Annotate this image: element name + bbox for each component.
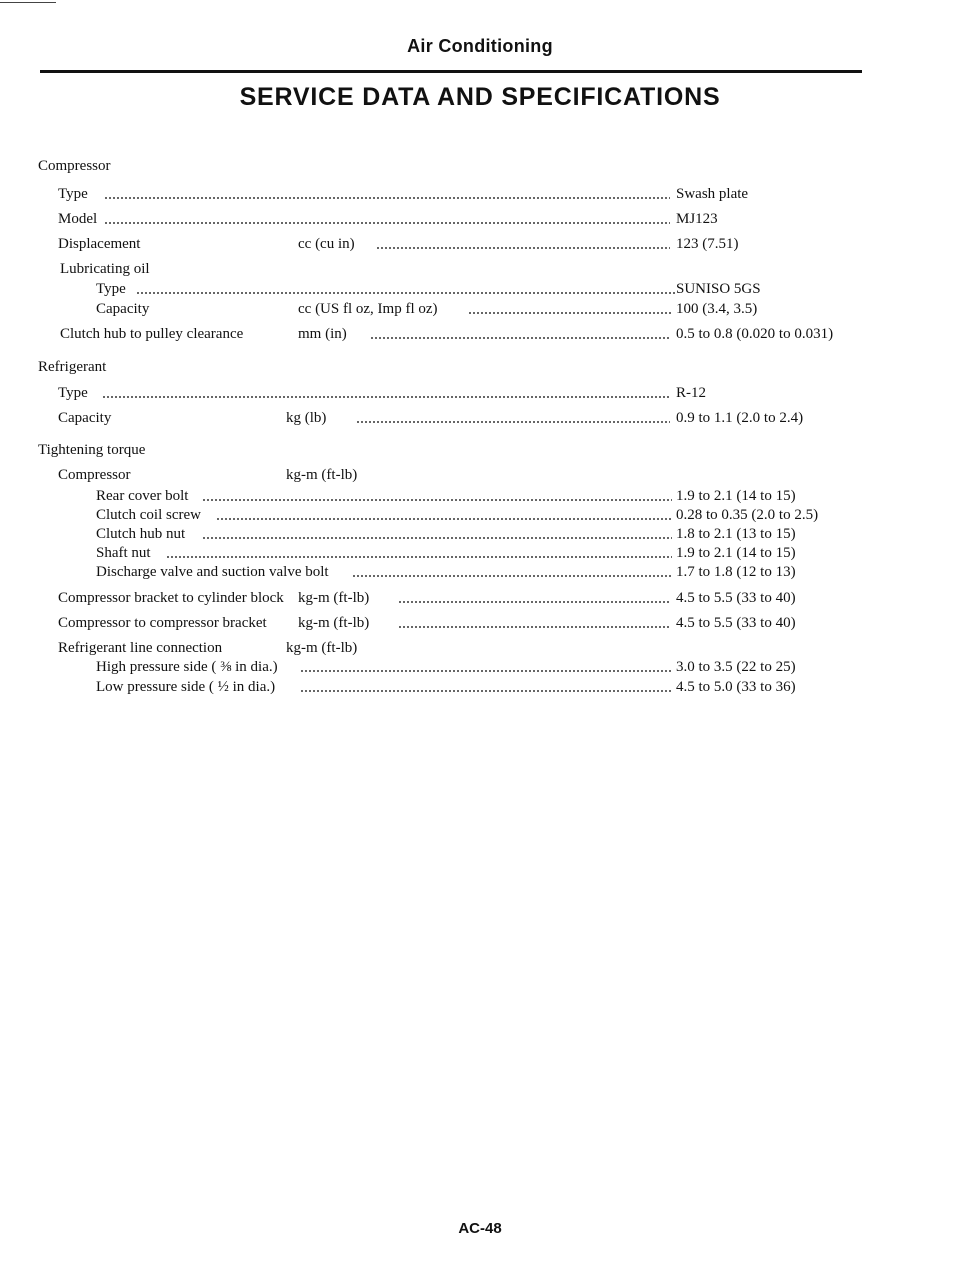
- spec-value: 4.5 to 5.0 (33 to 36): [676, 679, 796, 695]
- spec-label: Type: [58, 186, 88, 202]
- spec-label: Model: [58, 211, 98, 227]
- spec-label: Clutch hub nut: [96, 526, 186, 542]
- spec-label: High pressure side ( ⅜ in dia.): [96, 659, 278, 675]
- spec-group-label: Lubricating oil: [60, 261, 150, 277]
- spec-label: Clutch coil screw: [96, 507, 201, 523]
- leader-dots: [398, 626, 670, 628]
- leader-dots: [356, 421, 670, 423]
- spec-value: 123 (7.51): [676, 236, 739, 252]
- spec-label: Displacement: [58, 236, 141, 252]
- spec-label: Discharge valve and suction valve bolt: [96, 564, 329, 580]
- spec-unit: mm (in): [298, 326, 347, 342]
- section-refrigerant: Refrigerant: [38, 359, 107, 375]
- leader-dots: [398, 601, 670, 603]
- spec-unit: cc (cu in): [298, 236, 355, 252]
- spec-unit: kg-m (ft-lb): [298, 615, 370, 631]
- spec-value: 0.28 to 0.35 (2.0 to 2.5): [676, 507, 819, 523]
- spec-value: 1.9 to 2.1 (14 to 15): [676, 545, 796, 561]
- spec-label: Compressor to compressor bracket: [58, 615, 267, 631]
- spec-label: Type: [96, 281, 126, 297]
- spec-value: Swash plate: [676, 186, 749, 202]
- spec-value: 1.8 to 2.1 (13 to 15): [676, 526, 796, 542]
- spec-label: Rear cover bolt: [96, 488, 189, 504]
- leader-dots: [136, 292, 676, 294]
- spec-value: 4.5 to 5.5 (33 to 40): [676, 615, 796, 631]
- leader-dots: [352, 575, 672, 577]
- section-compressor: Compressor: [38, 158, 111, 174]
- spec-value: 0.5 to 0.8 (0.020 to 0.031): [676, 326, 834, 342]
- page-title: SERVICE DATA AND SPECIFICATIONS: [239, 83, 721, 111]
- leader-dots: [376, 247, 670, 249]
- spec-value: R-12: [676, 385, 706, 401]
- page-header: Air Conditioning: [407, 36, 553, 56]
- spec-value: 0.9 to 1.1 (2.0 to 2.4): [676, 410, 804, 426]
- spec-label: Type: [58, 385, 88, 401]
- spec-label: Capacity: [58, 410, 112, 426]
- leader-dots: [202, 537, 672, 539]
- spec-label: Low pressure side ( ½ in dia.): [96, 679, 276, 695]
- leader-dots: [104, 197, 670, 199]
- leader-dots: [370, 337, 670, 339]
- leader-dots: [300, 690, 672, 692]
- spec-label: Refrigerant line connection: [58, 640, 223, 656]
- page-number: AC-48: [458, 1220, 502, 1237]
- spec-value: MJ123: [676, 211, 718, 227]
- spec-label: Shaft nut: [96, 545, 151, 561]
- spec-value: 1.7 to 1.8 (12 to 13): [676, 564, 796, 580]
- header-rule: [40, 70, 862, 73]
- spec-label: Compressor bracket to cylinder block: [58, 590, 284, 606]
- leader-dots: [104, 222, 670, 224]
- spec-value: 100 (3.4, 3.5): [676, 301, 758, 317]
- spec-unit: kg-m (ft-lb): [298, 590, 370, 606]
- spec-unit: cc (US fl oz, Imp fl oz): [298, 301, 438, 317]
- spec-value: 4.5 to 5.5 (33 to 40): [676, 590, 796, 606]
- section-tightening-torque: Tightening torque: [38, 442, 146, 458]
- scan-edge-line: [0, 2, 56, 3]
- spec-value: 3.0 to 3.5 (22 to 25): [676, 659, 796, 675]
- spec-unit: kg-m (ft-lb): [286, 467, 358, 483]
- leader-dots: [216, 518, 672, 520]
- spec-label: Capacity: [96, 301, 150, 317]
- spec-value: SUNISO 5GS: [676, 281, 761, 297]
- leader-dots: [300, 670, 672, 672]
- leader-dots: [202, 499, 672, 501]
- spec-label: Compressor: [58, 467, 131, 483]
- leader-dots: [166, 556, 672, 558]
- spec-unit: kg-m (ft-lb): [286, 640, 358, 656]
- leader-dots: [468, 312, 672, 314]
- spec-value: 1.9 to 2.1 (14 to 15): [676, 488, 796, 504]
- spec-unit: kg (lb): [286, 410, 327, 426]
- spec-label: Clutch hub to pulley clearance: [60, 326, 244, 342]
- leader-dots: [102, 396, 670, 398]
